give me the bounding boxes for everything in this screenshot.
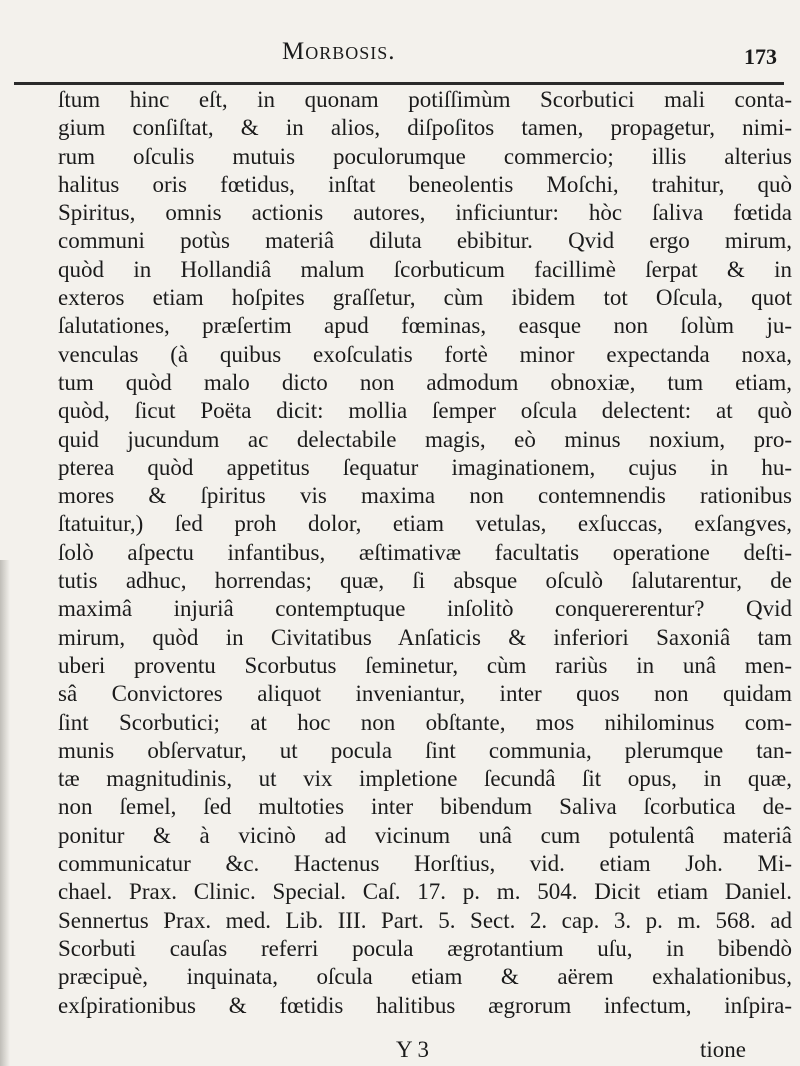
text-line: Scorbuti cauſas referri pocula ægrotantium uſu, in bibendò [58, 935, 792, 961]
text-line: exteros etiam hoſpites graſſetur, cùm ibidem tot Oſcula, quot [58, 285, 792, 311]
text-line: pterea quòd appetitus ſequatur imaginationem, cujus in hu- [58, 454, 792, 480]
text-line: ſtum hinc eſt, in quonam potiſſimùm Scorbutici mali conta- [58, 87, 792, 112]
text-line: Sennertus Prax. med. Lib. III. Part. 5. Sect. 2. cap. 3. p. m. 568. ad [58, 907, 792, 933]
text-line: mores & ſpiritus vis maxima non contemnendis rationibus [58, 483, 792, 509]
text-line: mirum, quòd in Civitatibus Anſaticis & inferiori Saxoniâ tam [58, 624, 792, 650]
text-line: Spiritus, omnis actionis autores, inficiuntur: hòc ſaliva fœtida [58, 200, 792, 226]
signature-mark: Y 3 [396, 1037, 430, 1062]
body-text [58, 86, 792, 1020]
text-line: communicatur &c. Hactenus Horſtius, vid. etiam Joh. Mi- [58, 851, 792, 877]
running-head-title: Morbosis. [282, 38, 396, 65]
text-line: gium conſiſtat, & in alios, diſpoſitos tamen, propagetur, nimi- [58, 115, 792, 141]
text-line: uberi proventu Scorbutus ſeminetur, cùm rariùs in unâ men- [58, 652, 792, 678]
text-line: ſolò aſpectu infantibus, æſtimativæ facultatis operatione deſti- [58, 539, 792, 565]
header-rule [14, 82, 784, 85]
text-line: præcipuè, inquinata, oſcula etiam & aërem exhalationibus, [58, 964, 792, 990]
text-line: munis obſervatur, ut pocula ſint communia, plerumque tan- [58, 737, 792, 763]
text-line: ſint Scorbutici; at hoc non obſtante, mos nihilominus com- [58, 709, 792, 735]
page-number: 173 [744, 44, 777, 69]
text-line: tæ magnitudinis, ut vix impletione ſecundâ ſit opus, in quæ, [58, 766, 792, 792]
page-edge-shadow [0, 560, 10, 1066]
text-line: chael. Prax. Clinic. Special. Caſ. 17. p. m. 504. Dicit etiam Daniel. [58, 879, 792, 905]
text-line: quid jucundum ac delectabile magis, eò minus noxium, pro- [58, 426, 792, 452]
text-line: quòd, ſicut Poëta dicit: mollia ſemper oſcula delectent: at quò [58, 398, 792, 424]
text-line: ſtatuitur,) ſed proh dolor, etiam vetulas, exſuccas, exſangves, [58, 511, 792, 537]
text-line: rum oſculis mutuis poculorumque commercio; illis alterius [58, 143, 792, 169]
text-line: quòd in Hollandiâ malum ſcorbuticum facillimè ſerpat & in [58, 256, 792, 282]
text-line: ſalutationes, præſertim apud fœminas, easque non ſolùm ju- [58, 313, 792, 339]
text-line: communi potùs materiâ diluta ebibitur. Qvid ergo mirum, [58, 228, 792, 254]
text-line: tutis adhuc, horrendas; quæ, ſi absque oſculò ſalutarentur, de [58, 568, 792, 594]
text-line: ponitur & à vicinò ad vicinum unâ cum potulentâ materiâ [58, 822, 792, 848]
text-line: maximâ injuriâ contemptuque inſolitò conquererentur? Qvid [58, 596, 792, 622]
running-head [0, 38, 800, 78]
text-line: sâ Convictores aliquot inveniantur, inter quos non quidam [58, 681, 792, 707]
text-line: exſpirationibus & fœtidis halitibus ægrorum infectum, inſpira- [58, 992, 792, 1018]
catchword: tione [700, 1037, 746, 1062]
text-line: venculas (à quibus exoſculatis fortè minor expectanda noxa, [58, 341, 792, 367]
text-line: tum quòd malo dicto non admodum obnoxiæ, tum etiam, [58, 369, 792, 395]
text-line: non ſemel, ſed multoties inter bibendum Saliva ſcorbutica de- [58, 794, 792, 820]
text-line: halitus oris fœtidus, inſtat beneolentis Moſchi, trahitur, quò [58, 171, 792, 197]
